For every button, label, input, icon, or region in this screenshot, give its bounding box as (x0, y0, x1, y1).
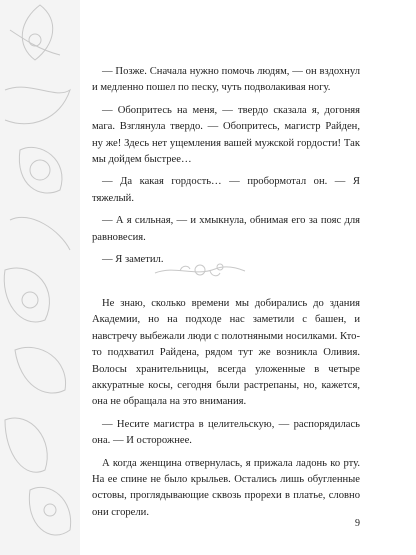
paragraph: — Позже. Сначала нужно помочь людям, — он вздохнул и медленно пошел по песку, чуть подволакивая ногу. (92, 66, 360, 94)
paragraph: — Несите магистра в целительскую, — распорядилась она. — И осторожнее. (92, 418, 360, 447)
paragraph: — Я заметил. (102, 254, 164, 266)
floral-divider-icon (150, 255, 250, 285)
paragraph: — Да какая гордость… — пробормотал он. — Я тяжелый. (92, 176, 360, 204)
paragraph: Не знаю, сколько времени мы добирались до здания Академии, но на подходе нас заметили с башен, и навстречу выбежали люди с полотняными носилками. Кто-то подхватил Райдена, рядом тут же возникла Оливия. Волосы хранительницы, всегда уложенные в четыре аккуратные косы, сегодня были растрепаны, но, кажется, она не обращала на это внимания. (92, 298, 360, 408)
floral-line-art-icon (0, 0, 80, 555)
text-section-1 (92, 64, 360, 268)
text-section-2 (92, 296, 360, 527)
paragraph: А когда женщина отвернулась, я прижала ладонь ко рту. На ее спине не было крыльев. Остались лишь обугленные остовы, проглядывающие сквозь прорехи в платье, словно они сгорели. (92, 457, 360, 518)
paragraph: — Обопритесь на меня, — твердо сказала я, догоняя мага. Взглянула твердо. — Обопритесь, магистр Райден, ну же! Здесь нет ущемления вашей мужской гордости! Так мы дойдем быстрее… (92, 104, 360, 166)
page-number: 9 (355, 518, 360, 529)
floral-margin-ornament (0, 0, 80, 555)
paragraph: — А я сильная, — и хмыкнула, обнимая его за пояс для равновесия. (92, 215, 360, 243)
